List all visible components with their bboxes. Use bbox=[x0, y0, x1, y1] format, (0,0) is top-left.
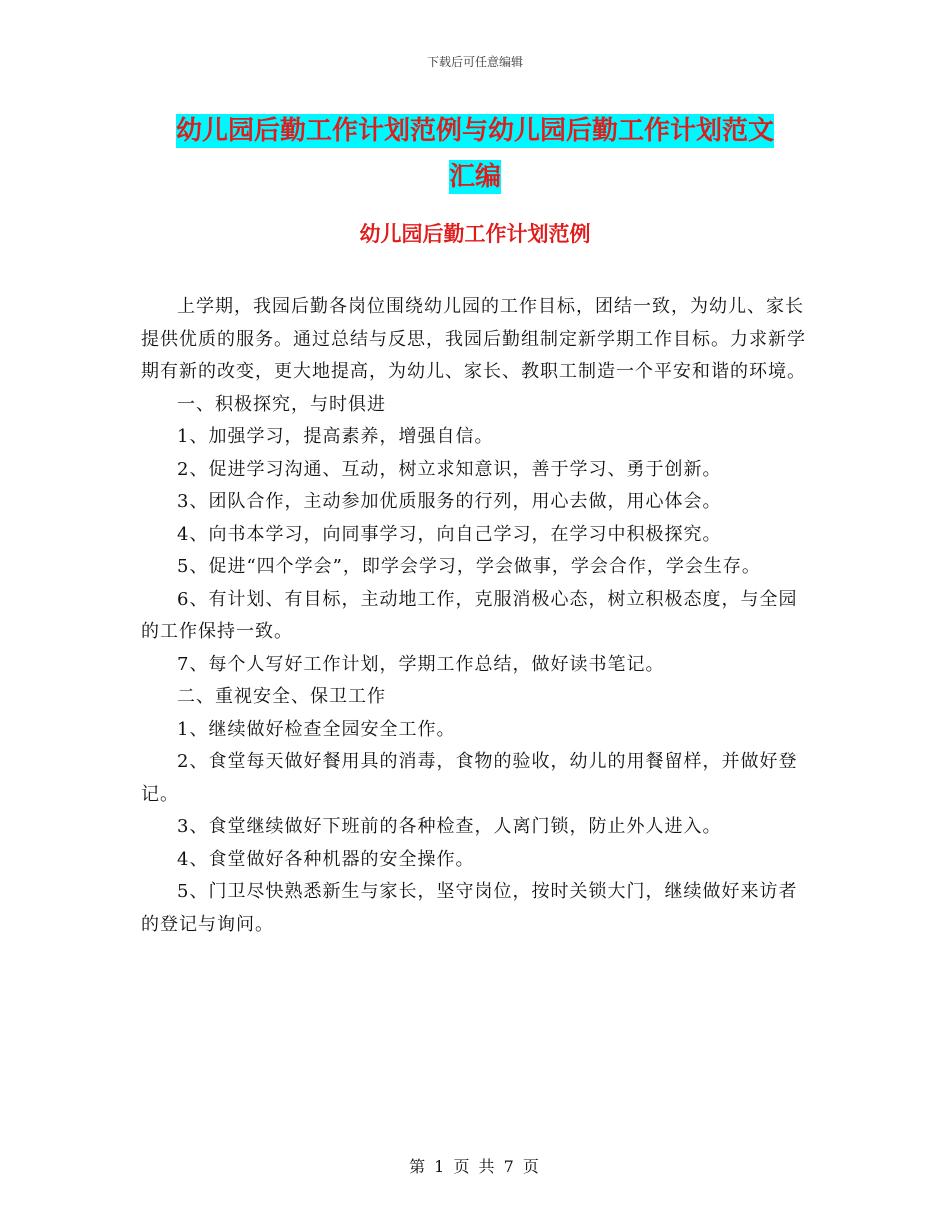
paragraph: 2、食堂每天做好餐用具的消毒，食物的验收，幼儿的用餐留样，并做好登记。 bbox=[141, 751, 798, 805]
section-title: 幼儿园后勤工作计划范例 bbox=[359, 221, 591, 246]
paragraph: 4、向书本学习，向同事学习，向自己学习，在学习中积极探究。 bbox=[177, 523, 722, 545]
title-line-2: 汇编 bbox=[448, 162, 501, 192]
paragraph: 二、重视安全、保卫工作 bbox=[177, 686, 386, 707]
page-footer: 第 1 页 共 7 页 bbox=[409, 1157, 541, 1176]
paragraph: 6、有计划、有目标，主动地工作，克服消极心态，树立积极态度，与全园的工作保持一致。 bbox=[141, 588, 798, 642]
paragraph: 3、食堂继续做好下班前的各种检查，人离门锁，防止外人进入。 bbox=[177, 816, 722, 837]
paragraph: 7、每个人写好工作计划，学期工作总结，做好读书笔记。 bbox=[177, 653, 665, 675]
paragraph: 5、门卫尽快熟悉新生与家长，坚守岗位，按时关锁大门，继续做好来访者的登记与询问。 bbox=[141, 881, 798, 935]
paragraph: 2、促进学习沟通、互动，树立求知意识，善于学习、勇于创新。 bbox=[177, 458, 722, 480]
title-line-1: 幼儿园后勤工作计划范例与幼儿园后勤工作计划范文 bbox=[175, 116, 774, 146]
paragraph: 4、食堂做好各种机器的安全操作。 bbox=[177, 848, 475, 870]
paragraph: 1、继续做好检查全园安全工作。 bbox=[177, 718, 456, 740]
paragraph: 3、团队合作，主动参加优质服务的行列，用心去做，用心体会。 bbox=[177, 491, 722, 512]
document-title bbox=[140, 108, 810, 200]
header-note: 下载后可任意编辑 bbox=[426, 55, 523, 69]
document-body bbox=[141, 291, 813, 941]
paragraph: 5、促进“四个学会”，即学会学习，学会做事，学会合作，学会生存。 bbox=[177, 556, 761, 577]
paragraph: 上学期，我园后勤各岗位围绕幼儿园的工作目标，团结一致，为幼儿、家长提供优质的服务。通过总结与反思，我园后勤组制定新学期工作目标。力求新学期有新的改变，更大地提高，为幼儿、家长、教职工制造一个平安和谐的环境。 bbox=[141, 296, 806, 382]
paragraph: 一、积极探究，与时俱进 bbox=[177, 393, 386, 415]
paragraph: 1、加强学习，提高素养，增强自信。 bbox=[177, 426, 494, 447]
